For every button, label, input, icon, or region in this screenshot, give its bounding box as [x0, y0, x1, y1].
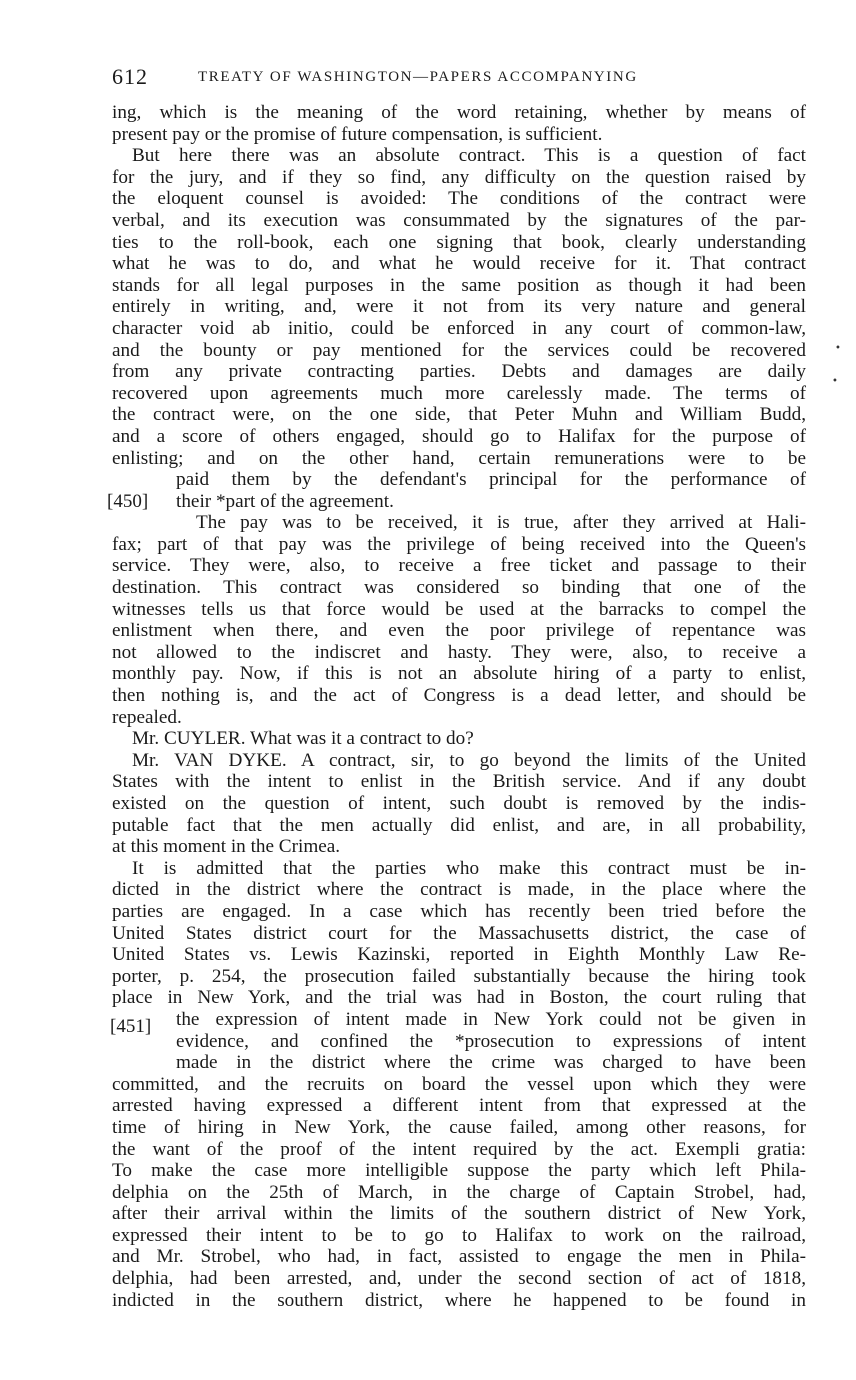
text-line: for the jury, and if they so find, any difficulty on the question raised by — [112, 166, 806, 188]
text-line: The pay was to be received, it is true, after they arrived at Hali- — [196, 512, 806, 534]
text-line: destination. This contract was considered so binding that one of the — [112, 577, 806, 599]
text-line: existed on the question of intent, such doubt is removed by the indis- — [112, 793, 806, 814]
text-line: evidence, and confined the *prosecution to expressions of intent — [176, 1030, 806, 1052]
text-line: repealed. — [112, 706, 182, 728]
text-line: from any private contracting parties. Debts and damages are daily — [112, 361, 806, 383]
text-line: arrested having expressed a different intent from that expressed at the — [112, 1095, 806, 1117]
text-line: monthly pay. Now, if this is not an absolute hiring of a party to enlist, — [112, 663, 806, 685]
text-line: made in the district where the crime was charged to have been — [176, 1052, 806, 1074]
text-line: the eloquent counsel is avoided: The conditions of the contract were — [112, 188, 806, 210]
text-line: enlisting; and on the other hand, certain remunerations were to be — [112, 447, 806, 469]
text-line: place in New York, and the trial was had in Boston, the court ruling that — [112, 987, 806, 1009]
text-line: But here there was an absolute contract. This is a question of fact — [132, 145, 806, 167]
text-line: United States vs. Lewis Kazinski, reported in Eighth Monthly Law Re- — [112, 944, 806, 966]
text-line: time of hiring in New York, the cause failed, among other reasons, for — [112, 1116, 806, 1138]
stray-mark: • — [835, 343, 841, 354]
text-line: stands for all legal purposes in the same position as though it had been — [112, 274, 806, 296]
text-line: witnesses tells us that force would be used at the barracks to compel the — [112, 598, 806, 620]
text-line: entirely in writing, and, were it not from its very nature and general — [112, 296, 806, 318]
text-line: fax; part of that pay was the privilege of being received into the Queen's — [112, 533, 806, 555]
text-line: delphia, had been arrested, and, under the second section of act of 1818, — [112, 1268, 806, 1290]
text-line: at this moment in the Crimea. — [112, 836, 341, 858]
text-line: recovered upon agreements much more carelessly made. The terms of — [112, 382, 806, 404]
text-line: putable fact that the men actually did enlist, and are, in all probability, — [112, 814, 806, 836]
text-line: their *part of the agreement. — [176, 490, 394, 512]
text-line: States with the intent to enlist in the British service. And if any doubt — [112, 771, 806, 793]
text-line: To make the case more intelligible suppose the party which left Phila- — [112, 1160, 806, 1182]
body-text — [112, 102, 806, 1311]
text-line: porter, p. 254, the prosecution failed substantially because the hiring took — [112, 965, 806, 987]
text-line: expressed their intent to be to go to Halifax to work on the railroad, — [112, 1224, 806, 1246]
text-line: character void ab initio, could be enforced in any court of common-law, — [112, 317, 806, 339]
text-line: the expression of intent made in New York could not be given in — [176, 1008, 806, 1030]
text-line: Mr. CUYLER. What was it a contract to do? — [132, 728, 474, 750]
text-line: Mr. VAN DYKE. A contract, sir, to go beyond the limits of the United — [132, 749, 806, 771]
text-line: the contract were, on the one side, that Peter Muhn and William Budd, — [112, 404, 806, 426]
text-line: United States district court for the Massachusetts district, the case of — [112, 922, 806, 944]
text-line: indicted in the southern district, where he happened to be found in — [112, 1289, 806, 1311]
text-line: then nothing is, and the act of Congress is a dead letter, and should be — [112, 685, 806, 707]
text-line: not allowed to the indiscret and hasty. They were, also, to receive a — [112, 641, 806, 663]
text-line: and the bounty or pay mentioned for the services could be recovered — [112, 339, 806, 361]
text-line: and Mr. Strobel, who had, in fact, assisted to engage the men in Phila- — [112, 1246, 806, 1268]
text-line: verbal, and its execution was consummated by the signatures of the par- — [112, 209, 806, 231]
text-line: It is admitted that the parties who make this contract must be in- — [132, 857, 806, 879]
text-line: dicted in the district where the contract is made, in the place where the — [112, 879, 806, 901]
page-number: 612 — [112, 64, 148, 89]
text-line: paid them by the defendant's principal for the performance of — [176, 469, 806, 491]
text-line: committed, and the recruits on board the vessel upon which they were — [112, 1073, 806, 1095]
running-header — [112, 64, 812, 94]
margin-reference: [451] — [110, 1016, 152, 1037]
text-line: present pay or the promise of future compensation, is sufficient. — [112, 123, 603, 145]
text-line: ties to the roll-book, each one signing that book, clearly understanding — [112, 231, 806, 253]
text-line: service. They were, also, to receive a free ticket and passage to their — [112, 555, 806, 577]
text-line: after their arrival within the limits of the southern district of New York, — [112, 1203, 806, 1225]
text-line: delphia on the 25th of March, in the charge of Captain Strobel, had, — [112, 1181, 806, 1203]
text-line: what he was to do, and what he would receive for it. That contract — [112, 253, 806, 275]
text-line: enlistment when there, and even the poor privilege of repentance was — [112, 620, 806, 642]
running-title: TREATY OF WASHINGTON—PAPERS ACCOMPANYING — [198, 69, 638, 85]
margin-reference: [450] — [107, 491, 149, 512]
text-line: ing, which is the meaning of the word retaining, whether by means of — [112, 102, 806, 123]
text-line: the want of the proof of the intent required by the act. Exempli gratia: — [112, 1138, 806, 1160]
text-line: and a score of others engaged, should go to Halifax for the purpose of — [112, 425, 806, 447]
stray-mark: • — [832, 376, 838, 387]
text-line: parties are engaged. In a case which has recently been tried before the — [112, 900, 806, 922]
